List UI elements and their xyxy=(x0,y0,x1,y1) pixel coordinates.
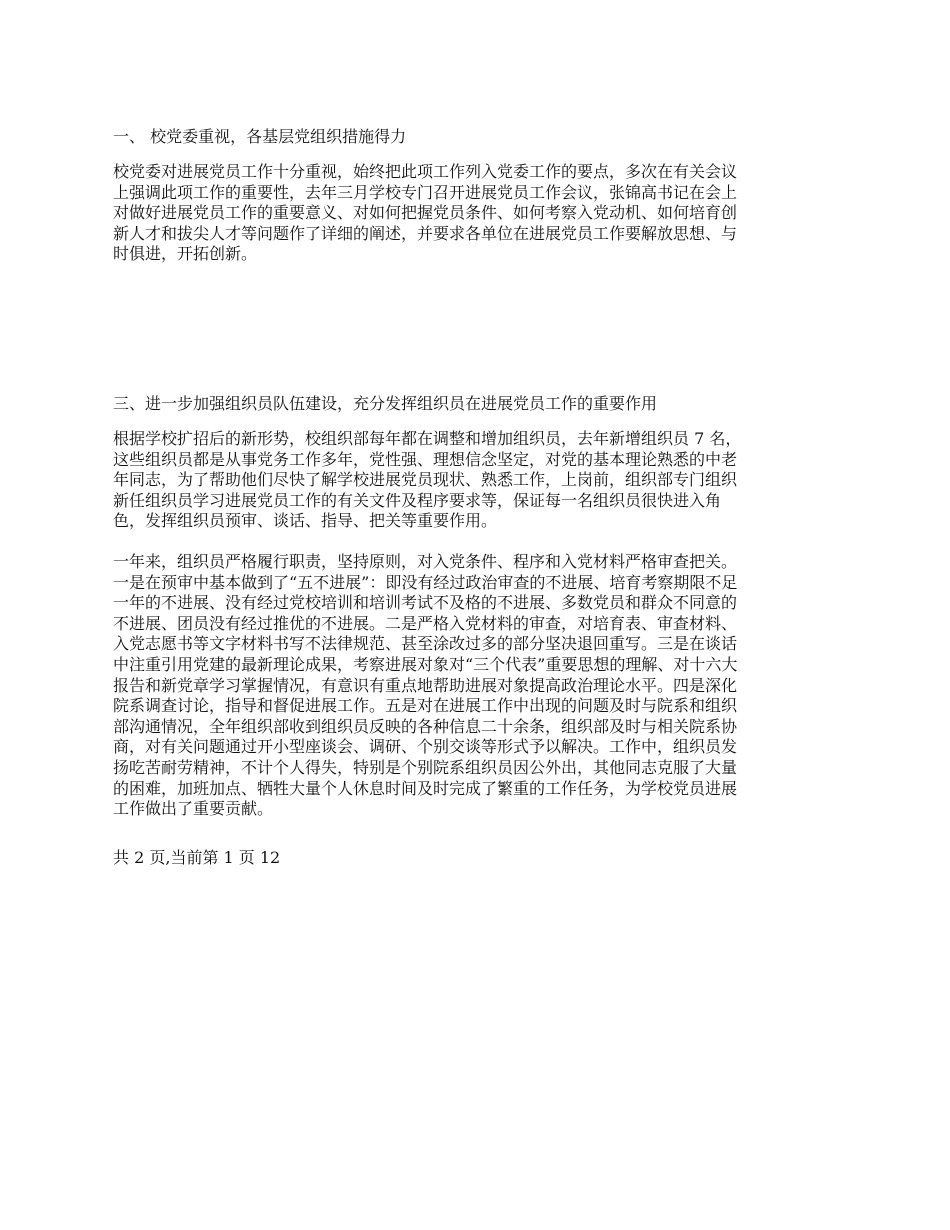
paragraph-line: 一年的不进展、没有经过党校培训和培训考试不及格的不进展、多数党员和群众不同意的 xyxy=(113,593,738,613)
paragraph-line: 工作做出了重要贡献。 xyxy=(113,799,274,819)
section3-paragraph-2 xyxy=(113,552,841,820)
paragraph-line: 不进展、团员没有经过推优的不进展。二是严格入党材料的审查，对培育表、审查材料、 xyxy=(113,613,738,633)
paragraph-line: 一是在预审中基本做到了“五不进展”：即没有经过政治审查的不进展、培育考察期限不足 xyxy=(113,572,738,592)
paragraph-line: 校党委对进展党员工作十分重视，始终把此项工作列入党委工作的要点，多次在有关会议 xyxy=(113,162,738,181)
paragraph-line: 商，对有关问题通过开小型座谈会、调研、个别交谈等形式予以解决。工作中，组织员发 xyxy=(113,737,738,757)
paragraph-line: 这些组织员都是从事党务工作多年，党性强、理想信念坚定，对党的基本理论熟悉的中老 xyxy=(113,449,738,469)
paragraph-line: 新任组织员学习进展党员工作的有关文件及程序要求等，保证每一名组织员很快进入角 xyxy=(113,490,722,510)
section3-paragraph-1 xyxy=(113,429,841,532)
page-indicator: 共 2 页,当前第 1 页 12 xyxy=(113,848,281,867)
paragraph-line: 报告和新党章学习掌握情况，有意识有重点地帮助进展对象提高政治理论水平。四是深化 xyxy=(113,675,738,695)
paragraph-line: 扬吃苦耐劳精神，不计个人得失，特别是个别院系组织员因公外出，其他同志克服了大量 xyxy=(113,757,738,777)
paragraph-line: 色，发挥组织员预审、谈话、指导、把关等重要作用。 xyxy=(113,511,498,531)
paragraph-line: 院系调查讨论，指导和督促进展工作。五是对在进展工作中出现的问题及时与院系和组织 xyxy=(113,696,738,716)
paragraph-line: 根据学校扩招后的新形势，校组织部每年都在调整和增加组织员，去年新增组织员 7 名， xyxy=(113,429,742,448)
paragraph-line: 时俱进，开拓创新。 xyxy=(113,244,258,264)
paragraph-line: 对做好进展党员工作的重要意义、对如何把握党员条件、如何考察入党动机、如何培育创 xyxy=(113,203,738,223)
paragraph-line: 入党志愿书等文字材料书写不法律规范、甚至涂改过多的部分坚决退回重写。三是在谈话 xyxy=(113,634,738,654)
section-heading-3: 三、进一步加强组织员队伍建设，充分发挥组织员在进展党员工作的重要作用 xyxy=(113,394,658,413)
paragraph-line: 中注重引用党建的最新理论成果，考察进展对象对“三个代表”重要思想的理解、对十六大 xyxy=(113,654,738,674)
paragraph-line: 新人才和拔尖人才等问题作了详细的阐述，并要求各单位在进展党员工作要解放思想、与 xyxy=(113,223,738,243)
paragraph-line: 部沟通情况，全年组织部收到组织员反映的各种信息二十余条，组织部及时与相关院系协 xyxy=(113,716,738,736)
paragraph-line: 一年来，组织员严格履行职责，坚持原则，对入党条件、程序和入党材料严格审查把关。 xyxy=(113,552,738,571)
paragraph-line: 年同志，为了帮助他们尽快了解学校进展党员现状、熟悉工作，上岗前，组织部专门组织 xyxy=(113,470,738,490)
paragraph-line: 的困难，加班加点、牺牲大量个人休息时间及时完成了繁重的工作任务，为学校党员进展 xyxy=(113,778,738,798)
paragraph-line: 上强调此项工作的重要性，去年三月学校专门召开进展党员工作会议，张锦高书记在会上 xyxy=(113,182,738,202)
section1-paragraph xyxy=(113,162,841,265)
section-heading-1: 一、 校党委重视，各基层党组织措施得力 xyxy=(113,127,407,146)
